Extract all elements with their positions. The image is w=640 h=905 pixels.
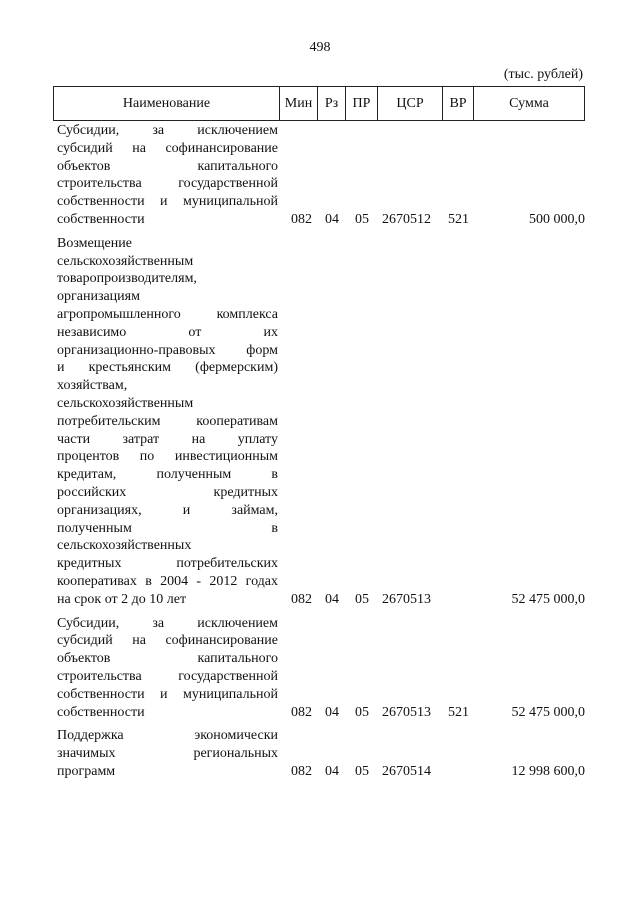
description-line: собственности и муниципальной	[57, 194, 278, 210]
description-line: сельскохозяйственных	[57, 538, 192, 554]
description-line: хозяйствам,	[57, 378, 128, 394]
header-min: Мин	[279, 87, 317, 120]
row-codes	[53, 211, 585, 229]
row-codes	[53, 763, 585, 781]
description-line: собственности и муниципальной	[57, 686, 278, 702]
description-line: товаропроизводителям,	[57, 271, 197, 287]
description-line: кооперативах в 2004 - 2012 годах	[57, 573, 278, 589]
table-header	[53, 86, 585, 121]
description-line: строительства государственной	[57, 176, 278, 192]
cell-rz: 04	[325, 763, 339, 779]
header-csr: ЦСР	[377, 87, 442, 120]
table-row	[53, 122, 585, 229]
description-line: строительства государственной	[57, 668, 278, 684]
cell-sum: 52 475 000,0	[511, 704, 585, 720]
cell-rz: 04	[325, 704, 339, 720]
header-sum: Сумма	[473, 87, 585, 120]
table-row	[53, 727, 585, 780]
description-line: организационно-правовых форм	[57, 342, 278, 358]
cell-rz: 04	[325, 591, 339, 607]
header-rz: Рз	[317, 87, 345, 120]
cell-vr: 521	[448, 211, 469, 227]
description-line: программ	[57, 763, 116, 779]
cell-sum: 12 998 600,0	[511, 763, 585, 779]
description-line: на срок от 2 до 10 лет	[57, 591, 187, 607]
description-line: субсидий на софинансирование	[57, 633, 278, 649]
description-line: собственности	[57, 704, 145, 720]
description-line: субсидий на софинансирование	[57, 140, 278, 156]
cell-min: 082	[291, 763, 312, 779]
cell-csr: 2670513	[382, 704, 431, 720]
cell-pr: 05	[355, 591, 369, 607]
description-line: кредитам, полученным в	[57, 467, 278, 483]
table-row	[53, 615, 585, 722]
cell-min: 082	[291, 211, 312, 227]
description-line: объектов капитального	[57, 158, 278, 174]
row-description	[57, 235, 278, 609]
cell-vr: 521	[448, 704, 469, 720]
cell-min: 082	[291, 704, 312, 720]
header-pr: ПР	[345, 87, 377, 120]
cell-pr: 05	[355, 763, 369, 779]
description-line: процентов по инвестиционным	[57, 449, 278, 465]
units-label: (тыс. рублей)	[503, 67, 583, 82]
cell-csr: 2670512	[382, 211, 431, 227]
description-line: сельскохозяйственным	[57, 253, 194, 269]
description-line: Поддержка экономически	[57, 728, 278, 744]
description-line: потребительским кооперативам	[57, 413, 278, 429]
description-line: кредитных потребительских	[57, 556, 278, 572]
cell-sum: 52 475 000,0	[511, 591, 585, 607]
description-line: организациям	[57, 289, 140, 305]
description-line: собственности	[57, 211, 145, 227]
header-name: Наименование	[53, 87, 279, 120]
cell-pr: 05	[355, 211, 369, 227]
description-line: полученным в	[57, 520, 278, 536]
header-vr: ВР	[442, 87, 473, 120]
description-line: независимо от их	[57, 324, 278, 340]
description-line: Субсидии, за исключением	[57, 615, 278, 631]
description-line: значимых региональных	[57, 746, 278, 762]
table-body	[53, 122, 585, 787]
page-number: 498	[309, 40, 331, 55]
cell-min: 082	[291, 591, 312, 607]
row-codes	[53, 704, 585, 722]
description-line: Возмещение	[57, 235, 132, 251]
cell-csr: 2670513	[382, 591, 431, 607]
description-line: объектов капитального	[57, 651, 278, 667]
description-line: сельскохозяйственным	[57, 395, 194, 411]
description-line: Субсидии, за исключением	[57, 123, 278, 138]
cell-sum: 500 000,0	[529, 211, 585, 227]
description-line: организациях, и займам,	[57, 502, 278, 518]
cell-csr: 2670514	[382, 763, 431, 779]
cell-pr: 05	[355, 704, 369, 720]
table-row	[53, 235, 585, 609]
description-line: агропромышленного комплекса	[57, 306, 278, 322]
row-codes	[53, 591, 585, 609]
description-line: части затрат на уплату	[57, 431, 278, 447]
cell-rz: 04	[325, 211, 339, 227]
description-line: российских кредитных	[57, 484, 278, 500]
description-line: и крестьянским (фермерским)	[57, 360, 278, 376]
